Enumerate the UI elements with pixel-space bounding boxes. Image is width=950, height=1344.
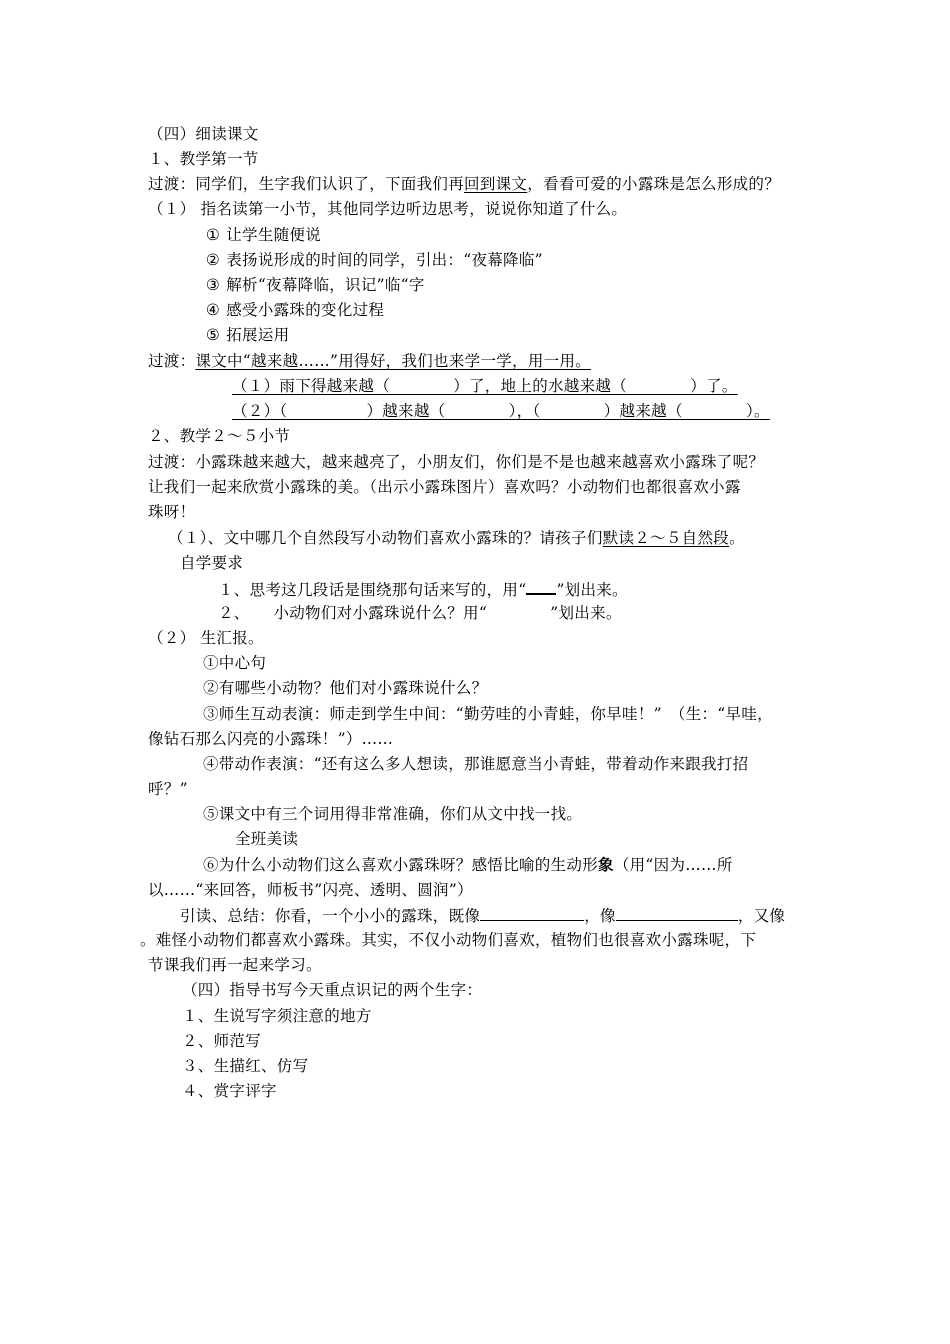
summary-pre: 引读、总结：你看，一个小小的露珠，既像: [180, 907, 481, 925]
summary-line2: 。难怪小动物们都喜欢小露珠。其实，不仅小动物们喜欢，植物们也很喜欢小露珠呢，下: [140, 931, 757, 949]
report-item-3-line1: ③师生互动表演：师走到学生中间：“勤劳哇的小青蛙，你早哇！” （生：“早哇，: [203, 705, 773, 723]
requirement1-post: ”划出来。: [556, 581, 628, 599]
step-text: 解析“夜幕降临，识记”临“字: [226, 276, 425, 294]
report-item-2: ②有哪些小动物？他们对小露珠说什么？: [203, 679, 488, 697]
step-number: ⑤: [205, 326, 221, 344]
step-number: ③: [205, 276, 221, 294]
part2-question2: （２） 生汇报。: [148, 629, 264, 647]
step-text: 感受小露珠的变化过程: [226, 301, 385, 319]
transition-text-post: ，看看可爱的小露珠是怎么形成的？: [527, 175, 781, 193]
part3-heading: （四）指导书写今天重点识记的两个生字：: [182, 981, 483, 999]
report-item-1: ①中心句: [203, 654, 267, 672]
part3-item: １、生说写字须注意的地方: [182, 1007, 372, 1025]
part3-item: ３、生描红、仿写: [182, 1057, 309, 1075]
self-study-heading: 自学要求: [180, 554, 244, 572]
summary-line1: [180, 905, 785, 926]
step-item: [205, 225, 321, 245]
summary-blank-1: [480, 905, 584, 921]
transition2-underlined: 课文中“越来越……”用得好，我们也来学一学，用一用。: [195, 352, 592, 370]
step-number: ④: [205, 301, 221, 319]
part3-item: ４、赏字评字: [182, 1082, 277, 1100]
step-item: [205, 300, 384, 320]
summary-blank-2: [616, 905, 738, 921]
class-reading: 全班美读: [235, 830, 299, 848]
part1-transition2: [148, 351, 591, 371]
part2-transition-line1: 过渡：小露珠越来越大，越来越亮了，小朋友们，你们是不是也越来越喜欢小露珠了呢？: [148, 453, 765, 471]
part2-question1: [168, 528, 745, 548]
transition2-pre: 过渡：: [148, 352, 196, 370]
part2-transition-line3: 珠呀！: [148, 503, 196, 521]
requirement-1: [218, 578, 628, 600]
item6-post: （用“因为……所: [613, 856, 733, 874]
part2-transition-line2: 让我们一起来欣赏小露珠的美。（出示小露珠图片）喜欢吗？小动物们也都很喜欢小露: [148, 478, 741, 496]
question1-post: 。: [729, 529, 745, 547]
requirement1-pre: １、思考这几段话是围绕那句话来写的，用“: [218, 581, 527, 599]
exercise-1: （１）雨下得越来越（ ）了，地上的水越来越（ ）了。: [232, 377, 738, 395]
requirement-2: ２、 小动物们对小露珠说什么？用“ ”划出来。: [218, 604, 622, 622]
item6-bold-char: 象: [598, 855, 614, 874]
transition-text-pre: 过渡：同学们，生字我们认识了，下面我们再: [148, 175, 465, 193]
step-number: ②: [205, 251, 221, 269]
report-item-5: ⑤课文中有三个词用得非常准确，你们从文中找一找。: [203, 805, 583, 823]
summary-mid: ，像: [584, 907, 616, 925]
step-text: 表扬说形成的时间的同学，引出：“夜幕降临”: [226, 251, 543, 269]
section-title: （四）细读课文: [148, 125, 259, 143]
question1-underlined: 默读２～５自然段: [602, 529, 730, 547]
summary-line3: 节课我们再一起来学习。: [148, 956, 322, 974]
part3-item: ２、师范写: [182, 1032, 262, 1050]
step-text: 拓展运用: [226, 326, 290, 344]
step-item: [205, 250, 543, 270]
underline-mark: [526, 578, 556, 595]
exercise-2: （２）（ ）越来越（ ），（ ）越来越（ ）。: [232, 402, 770, 420]
part1-heading: １、教学第一节: [148, 150, 259, 168]
transition-underlined: 回到课文: [464, 175, 528, 193]
report-item-6-line1: [203, 855, 733, 875]
step-item: [205, 275, 425, 295]
step-item: [205, 325, 289, 345]
step-number: ①: [205, 226, 221, 244]
question1-pre: （１）、文中哪几个自然段写小动物们喜欢小露珠的？请孩子们: [168, 529, 603, 547]
report-item-4-line1: ④带动作表演：“还有这么多人想读，那谁愿意当小青蛙，带着动作来跟我打招: [203, 755, 749, 773]
report-item-6-line2: 以……“来回答，师板书”闪亮、透明、圆润”）: [148, 881, 473, 899]
part2-heading: ２、教学２～５小节: [148, 427, 291, 445]
item6-pre: ⑥为什么小动物们这么喜欢小露珠呀？感悟比喻的生动形: [203, 856, 599, 874]
summary-post: ，又像: [737, 907, 786, 925]
report-item-4-line2: 呼？”: [148, 780, 188, 798]
report-item-3-line2: 像钻石那么闪亮的小露珠！”）……: [148, 730, 394, 748]
part1-transition: [148, 174, 780, 194]
step-text: 让学生随便说: [226, 226, 322, 244]
part1-question1: （１） 指名读第一小节，其他同学边听边思考，说说你知道了什么。: [148, 200, 628, 218]
